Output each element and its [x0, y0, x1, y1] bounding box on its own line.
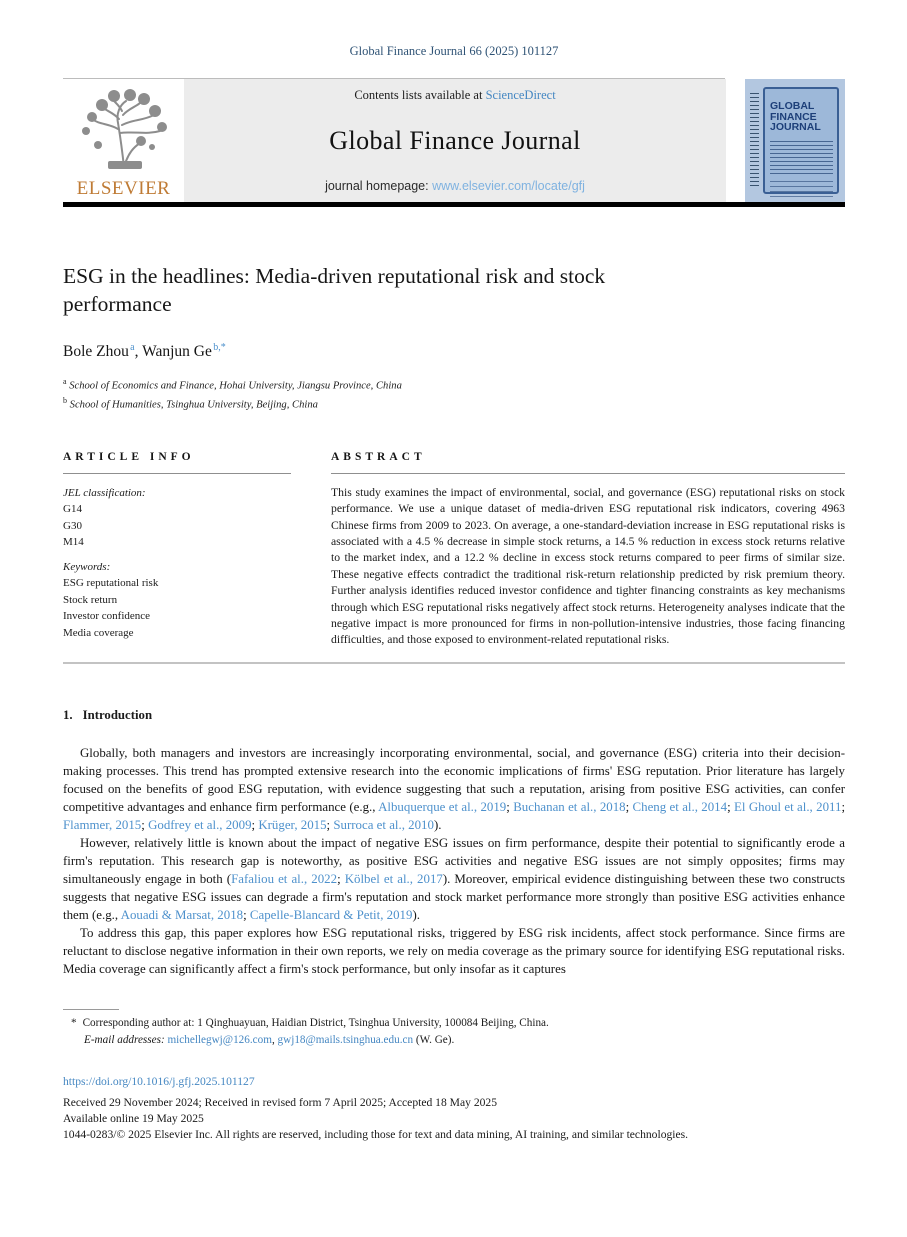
info-abstract-section	[63, 451, 845, 649]
journal-homepage-link[interactable]: www.elsevier.com/locate/gfj	[432, 179, 585, 193]
intro-paragraph	[63, 924, 845, 978]
available-online: Available online 19 May 2025	[63, 1111, 204, 1125]
citation-link[interactable]: El Ghoul et al., 2011	[734, 799, 842, 814]
paragraph-text: ;	[326, 817, 334, 832]
copyright-line: 1044-0283/© 2025 Elsevier Inc. All rights are reserved, including those for text and data mining, AI training, and similar technologies.	[63, 1128, 689, 1142]
email-link[interactable]: gwj18@mails.tsinghua.edu.cn	[277, 1034, 414, 1047]
elsevier-tree-icon	[78, 89, 170, 177]
abstract-rule	[331, 473, 845, 474]
journal-masthead	[184, 79, 726, 202]
intro-paragraph	[63, 834, 845, 924]
paragraph-text: To address this gap, this paper explores how ESG reputational risks, triggered by ESG risk incidents, affect stock performance. Since firms are reluctant to disclose negative information in their own reports, we rely on media coverage as the primary source for identifying ESG reputational risks. Media coverage can significantly affect a firm's stock performance, but only insofar as it captures	[63, 926, 845, 977]
citation-link[interactable]: Cheng et al., 2014	[632, 799, 728, 814]
paragraph-text: ;	[506, 799, 514, 814]
footnote	[63, 1015, 845, 1049]
paragraph-text: ;	[625, 799, 633, 814]
paragraph-text: ;	[727, 799, 735, 814]
cover-title: GLOBAL FINANCE JOURNAL	[770, 100, 821, 134]
homepage-line	[184, 179, 726, 193]
article-info-heading: ARTICLE INFO	[63, 450, 195, 463]
email-separator: ,	[271, 1034, 278, 1047]
section-title: Introduction	[82, 707, 153, 722]
footnote-marker: *	[71, 1017, 77, 1030]
introduction-heading	[63, 708, 845, 723]
email-link[interactable]: michellegwj@126.com	[167, 1034, 272, 1047]
author-name[interactable]: Wanjun Ge	[142, 343, 212, 361]
header-black-bar	[63, 202, 845, 207]
article-title: ESG in the headlines: Media-driven reputational risk and stock performance	[63, 264, 606, 316]
affiliation-text: School of Economics and Finance, Hohai University, Jiangsu Province, China	[66, 380, 402, 392]
affiliations	[63, 376, 845, 414]
affiliation-mark: a	[63, 377, 67, 387]
jel-label: JEL classification:	[63, 486, 146, 499]
paragraph-text: ).	[433, 817, 442, 832]
citation-link[interactable]: Fafaliou et al., 2022	[231, 872, 338, 887]
elsevier-logo[interactable]	[63, 79, 184, 202]
citation-link[interactable]: Capelle-Blancard & Petit, 2019	[249, 908, 413, 923]
affiliation-text: School of Humanities, Tsinghua University, Beijing, China	[67, 399, 318, 411]
citation-link[interactable]: Krüger, 2015	[258, 817, 327, 832]
doi-link[interactable]: https://doi.org/10.1016/j.gfj.2025.101127	[63, 1075, 255, 1089]
keywords-list	[63, 575, 291, 641]
keyword: Investor confidence	[63, 610, 151, 623]
section-number: 1.	[63, 707, 73, 722]
authors-separator: ,	[134, 343, 143, 361]
contents-prefix: Contents lists available at	[354, 88, 486, 102]
abstract-heading: ABSTRACT	[331, 450, 426, 463]
journal-cover-thumbnail[interactable]	[745, 79, 845, 202]
paragraph-text: ;	[141, 817, 149, 832]
abstract-column	[331, 451, 845, 649]
jel-code: G30	[63, 519, 82, 532]
elsevier-wordmark: ELSEVIER	[76, 178, 171, 199]
paragraph-text: Globally, both managers and investors are increasingly incorporating environmental, social, and governance (ESG) criteria into their decision-making processes. This trend has prompted extensive research into the economic implications of firms' ESG reputation. Prior literature has largely focused on the benefits of good ESG reputation, with evidence suggesting that such a reputation, arising from positive ESG activities, can confer competitive advantages and enhance firm performance (e.g.,	[63, 745, 845, 814]
citation-link[interactable]: Kölbel et al., 2017	[344, 872, 443, 887]
homepage-prefix: journal homepage:	[325, 179, 433, 193]
sciencedirect-link[interactable]: ScienceDirect	[485, 88, 556, 102]
author-name[interactable]: Bole Zhou	[63, 343, 129, 361]
jel-codes	[63, 501, 291, 551]
authors-line	[63, 342, 845, 361]
author-affil-mark[interactable]: b,*	[213, 341, 226, 353]
article-info-column	[63, 451, 291, 649]
paragraph-text: ).	[412, 908, 420, 923]
affiliation-line	[63, 395, 845, 414]
section-divider	[63, 662, 845, 664]
keyword: Stock return	[63, 593, 118, 606]
cover-spine-text	[750, 93, 759, 188]
paragraph-text: ;	[841, 799, 846, 814]
cover-panel	[763, 87, 839, 194]
author-affil-mark[interactable]: a	[130, 341, 135, 353]
paragraph-text: ;	[243, 908, 250, 923]
affiliation-mark: b	[63, 395, 67, 405]
cover-contents-lines	[770, 181, 833, 201]
paragraph-text: However, relatively little is known about the impact of negative ESG issues on firm performance, despite their potential to significantly erode a firm's reputation. This research gap is noteworthy, as positive ESG activities and negative ESG issues are not simply opposites; firms may simultaneously engage in both (	[63, 835, 845, 887]
affiliation-line	[63, 376, 845, 395]
keyword: ESG reputational risk	[63, 577, 159, 590]
email-line	[63, 1032, 845, 1049]
email-label: E-mail addresses:	[84, 1034, 168, 1047]
intro-paragraph	[63, 744, 845, 834]
journal-header	[63, 79, 845, 202]
citation-link[interactable]: Aouadi & Marsat, 2018	[120, 908, 244, 923]
footnote-rule	[63, 1009, 119, 1010]
jel-code: M14	[63, 536, 84, 549]
email-suffix: (W. Ge).	[413, 1034, 455, 1047]
article-info-rule	[63, 473, 291, 474]
article-footer	[63, 1074, 845, 1144]
keywords-label: Keywords:	[63, 560, 111, 573]
jel-code: G14	[63, 503, 82, 516]
paragraph-text: ). Moreover, empirical evidence distinguishing between these two constructs suggests that negative ESG issues can degrade a firm's reputation and stock market performance more strongly than positive ESG activities enhance them (e.g.,	[63, 872, 845, 923]
journal-citation: Global Finance Journal 66 (2025) 101127	[349, 44, 559, 58]
corresponding-author-note	[63, 1015, 845, 1032]
abstract-text: This study examines the impact of environmental, social, and governance (ESG) reputational risks on stock performance. We use a unique dataset of media-driven ESG reputational risk indicators, covering 4963 Chinese firms from 2009 to 2023. On average, a one-standard-deviation increase in ESG reputational risks is associated with a 4.5 % decrease in simple stock returns, a 14.5 % reduction in excess stock returns relative to the market index, and a 12.2 % decline in excess stock returns compared to peer firms of similar size. These negative effects contradict the traditional risk-return relationship predicted by risk premium theory. Further analysis identifies reduced investor confidence and tighter financing constraints as key mechanisms through which ESG reputational risks negatively affect stock returns. Heterogeneity analyses indicate that the negative impact is more pronounced for firms in non-pollution-intensive industries, those facing financing difficulties, and those exposed to environment-related reputational risks.	[331, 485, 845, 647]
citation-link[interactable]: Flammer, 2015	[63, 817, 142, 832]
citation-link[interactable]: Buchanan et al., 2018	[513, 799, 626, 814]
citation-link[interactable]: Albuquerque et al., 2019	[378, 799, 507, 814]
cover-contents-lines	[770, 141, 833, 175]
paragraph-text: ;	[251, 817, 259, 832]
contents-line	[184, 88, 726, 103]
received-dates: Received 29 November 2024; Received in revised form 7 April 2025; Accepted 18 May 2025	[63, 1095, 498, 1109]
keyword: Media coverage	[63, 626, 134, 639]
corresponding-author-text: Corresponding author at: 1 Qinghuayuan, Haidian District, Tsinghua University, 100084 Beijing, China.	[82, 1017, 549, 1030]
paragraph-text: ;	[337, 872, 345, 887]
citation-link[interactable]: Surroca et al., 2010	[333, 817, 434, 832]
journal-name: Global Finance Journal	[329, 126, 581, 155]
citation-link[interactable]: Godfrey et al., 2009	[148, 817, 252, 832]
